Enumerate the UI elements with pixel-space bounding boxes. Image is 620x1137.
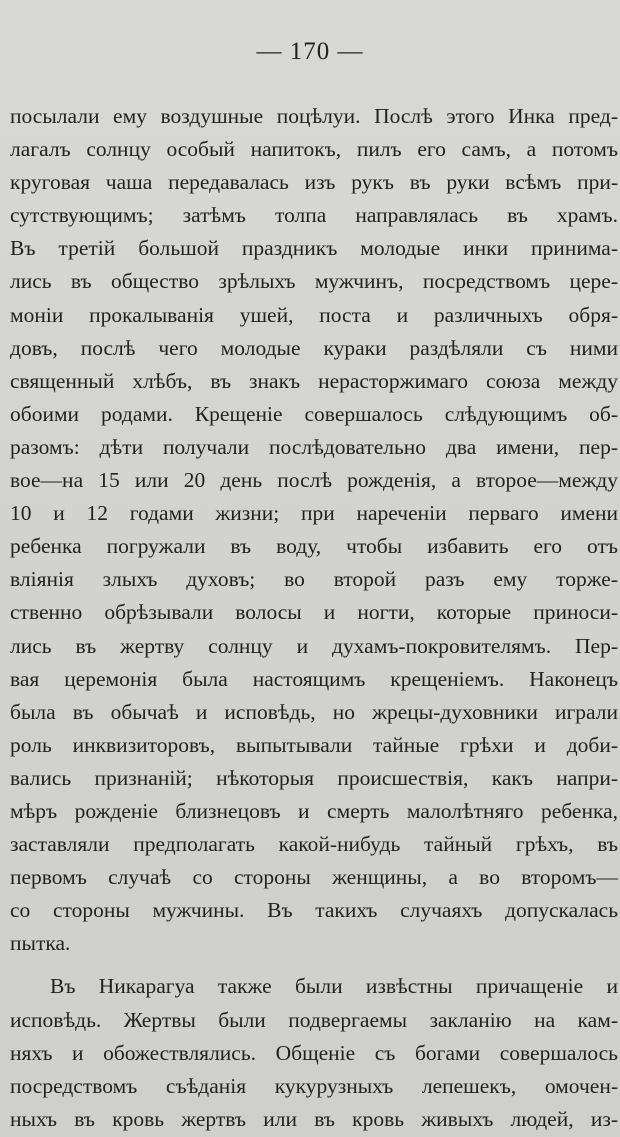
text-line: сутствующимъ; затѣмъ толпа направлялась въ храмъ. [10, 203, 618, 228]
text-line: лись въ общество зрѣлыхъ мужчинъ, посредствомъ цере- [10, 269, 618, 294]
page-number: — 170 — [256, 38, 364, 65]
text-line: вліянія злыхъ духовъ; во второй разъ ему торже- [10, 567, 618, 592]
text-line: ребенка погружали въ воду, чтобы избавить его отъ [10, 534, 618, 559]
text-line: няхъ и обожествлялись. Общеніе съ богами совершалось [10, 1040, 618, 1065]
text-line: исповѣдь. Жертвы были подвергаемы закланію на кам- [10, 1007, 618, 1032]
body-text [10, 100, 618, 1136]
text-line: ственно обрѣзывали волосы и ногти, которые приноси- [10, 600, 618, 625]
text-line: ныхъ въ кровь жертвъ или въ кровь живыхъ людей, из- [10, 1106, 618, 1131]
text-line: вая церемонія была настоящимъ крещеніемъ. Наконецъ [10, 666, 618, 691]
text-line: довъ, послѣ чего молодые кураки раздѣляли съ ними [10, 335, 618, 360]
text-line: круговая чаша передавалась изъ рукъ въ руки всѣмъ при- [10, 170, 618, 195]
text-line: заставляли предполагать какой-нибудь тайный грѣхъ, въ [10, 832, 618, 857]
text-line: первомъ случаѣ со стороны женщины, а во второмъ— [10, 865, 618, 890]
text-line: вались признаній; нѣкоторыя происшествія, какъ напри- [10, 765, 618, 790]
text-line: Въ Никарагуа также были извѣстны причащеніе и [50, 974, 618, 999]
paragraph-1 [10, 100, 618, 960]
text-line: лись въ жертву солнцу и духамъ-покровителямъ. Пер- [10, 633, 618, 658]
text-line: была въ обычаѣ и исповѣдь, но жрецы-духовники играли [10, 699, 618, 724]
text-line: посылали ему воздушные поцѣлуи. Послѣ этого Инка пред- [10, 104, 618, 128]
text-line: со стороны мужчины. Въ такихъ случаяхъ допускалась [10, 898, 618, 923]
paragraph-gap [10, 960, 618, 970]
text-line: посредствомъ съѣданія кукурузныхъ лепешекъ, омочен- [10, 1073, 618, 1098]
text-line: лагалъ солнцу особый напитокъ, пилъ его самъ, а потомъ [10, 137, 618, 162]
text-line: роль инквизиторовъ, выпытывали тайные грѣхи и доби- [10, 732, 618, 757]
paragraph-2 [10, 970, 618, 1135]
text-line: моніи прокалыванія ушей, поста и различныхъ обря- [10, 302, 618, 327]
text-line: Въ третій большой праздникъ молодые инки принима- [10, 236, 618, 261]
text-line: священный хлѣбъ, въ знакъ нерасторжимаго союза между [10, 368, 618, 393]
text-line: разомъ: дѣти получали послѣдовательно два имени, пер- [10, 434, 618, 459]
text-line: мѣръ рожденіе близнецовъ и смерть малолѣтняго ребенка, [10, 798, 618, 823]
text-line: вое—на 15 или 20 день послѣ рожденія, а второе—между [10, 468, 618, 493]
text-line: пытка. [10, 931, 71, 956]
text-line: обоими родами. Крещеніе совершалось слѣдующимъ об- [10, 401, 618, 426]
text-line: 10 и 12 годами жизни; при нареченіи перваго имени [10, 501, 618, 526]
